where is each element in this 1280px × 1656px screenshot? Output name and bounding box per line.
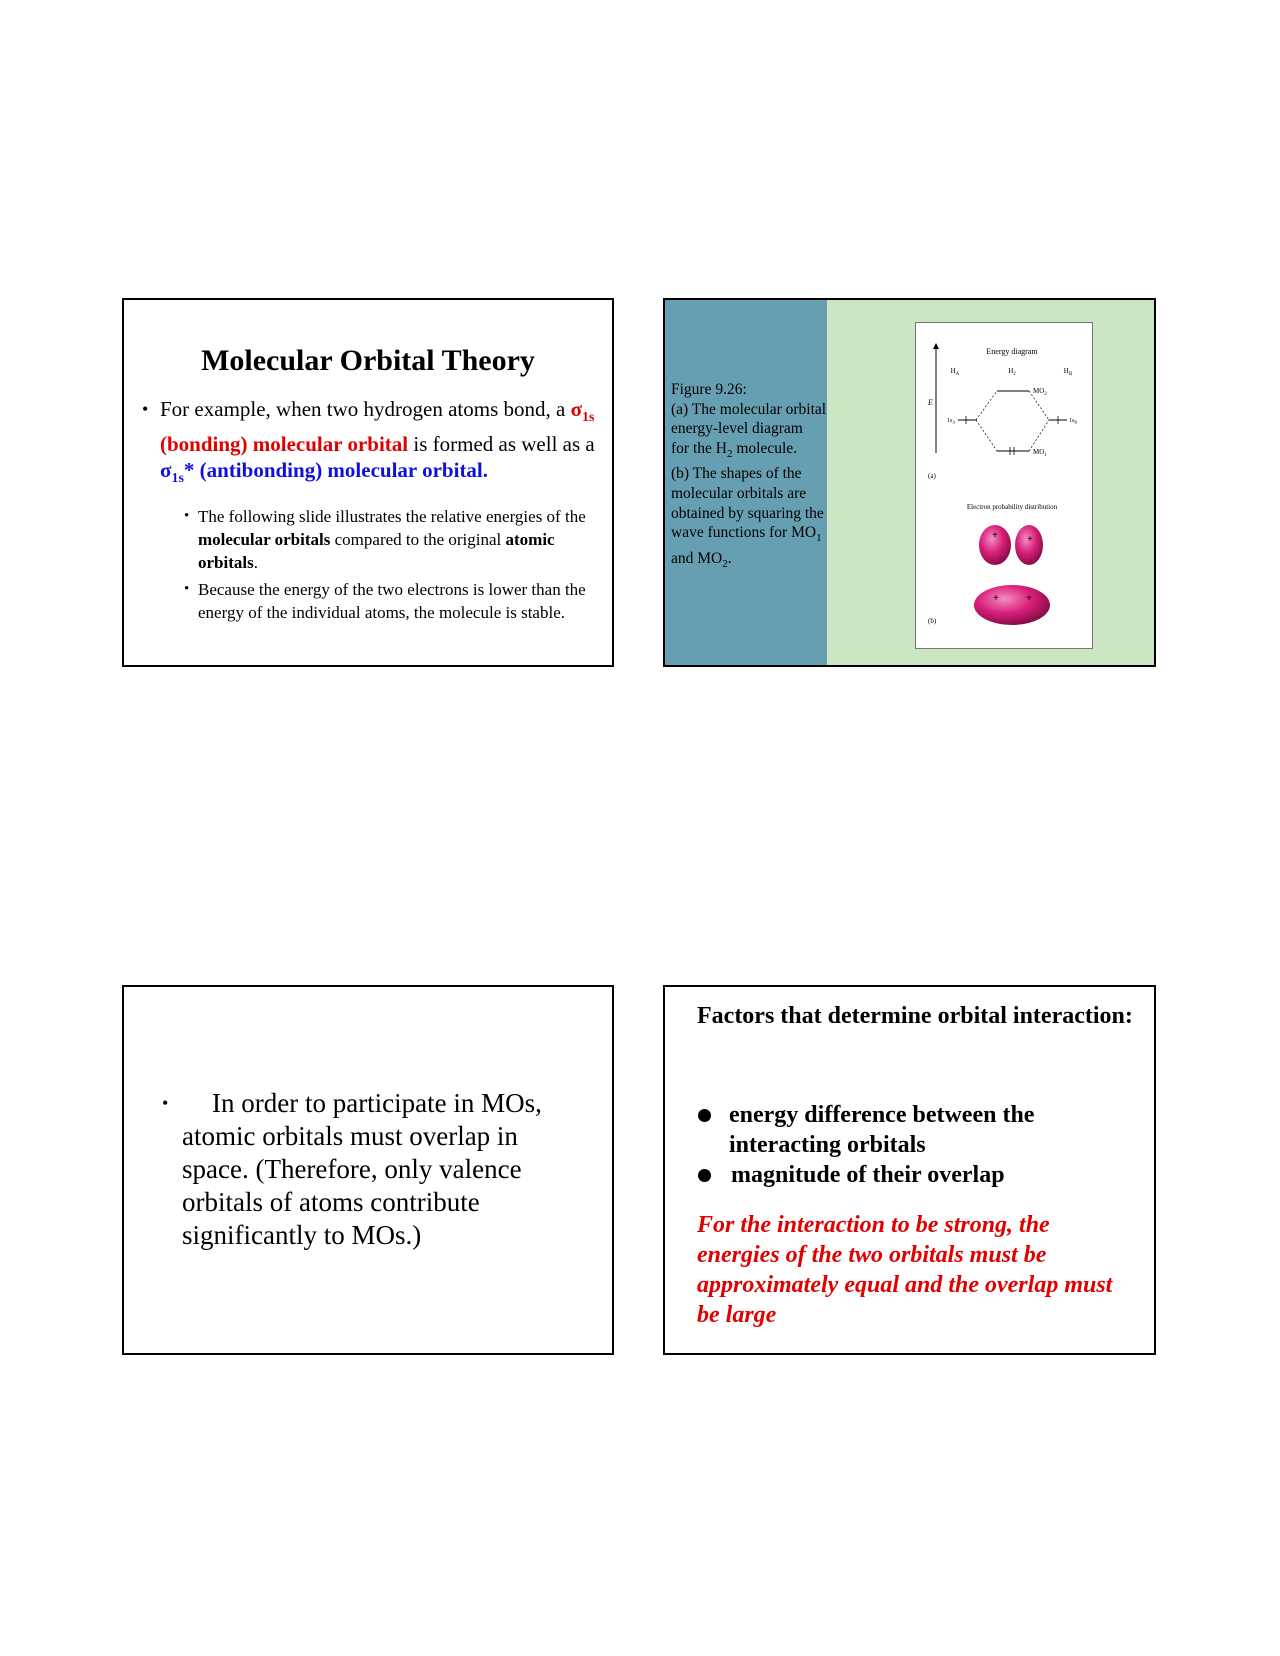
main-bullet: • For example, when two hydrogen atoms bond, a $\sigma_{1s}$ (bonding) molecular orbital is formed as well as a $\sigma_{1s}*$ (antibonding) molecular orbital. (142, 397, 595, 487)
correlation-lines (976, 391, 1049, 451)
mo1-label: $MO_1$ (1033, 448, 1047, 458)
figure-svg (916, 323, 1092, 648)
slide-title: Molecular Orbital Theory (201, 344, 535, 377)
plus-sign: + (1027, 534, 1033, 545)
plus-sign: + (992, 530, 998, 541)
mo2-label: $MO_2$ (1033, 387, 1047, 397)
overlap-bullet: • In order to participate in MOs, atomic orbitals must overlap in space. (Therefore, only valence orbitals of atoms contribute significantly to MOs.) (162, 1088, 542, 1250)
bonding-orbital-shape (974, 585, 1050, 625)
energy-diagram-title: Energy diagram (986, 347, 1038, 356)
axis-arrow-icon (933, 343, 939, 349)
bullet-marker: • (184, 581, 190, 597)
factors-heading: Factors that determine orbital interaction: (697, 1003, 1133, 1029)
antibonding-orbital-text: * (antibonding) molecular orbital. (183, 458, 489, 483)
1sa-label: $1s_A$ (947, 418, 956, 425)
ha-label: $H_A$ (950, 367, 960, 377)
sub-bullet-1: • The following slide illustrates the relative energies of the molecular orbitals compared to the original atomic orbitals. (184, 507, 586, 572)
slide-figure-9-26 (663, 298, 1156, 667)
conclusion-text: For the interaction to be strong, the energies of the two orbitals must be approximately equal and the overlap must be large (697, 1212, 1113, 1328)
antibonding-lobe-right (1015, 525, 1043, 565)
bullet-dot-icon (698, 1109, 711, 1122)
factor-item: energy difference between the interacting orbitals (729, 1100, 1129, 1160)
figure-caption: Figure 9.26: (a) The molecular orbital energy-level diagram for the $H_2$ molecule. (b) The shapes of the molecular orbitals are obtained by squaring the wave functions for $MO_1$ and $MO_2$. (671, 381, 827, 571)
slide-orbital-interaction-factors (663, 985, 1156, 1355)
hb-label: $H_B$ (1063, 367, 1073, 377)
bullet-marker: • (184, 508, 190, 524)
sub-bullet-2: • Because the energy of the two electrons is lower than the energy of the individual atoms, the molecule is stable. (184, 580, 586, 622)
energy-axis-label: E (928, 398, 933, 407)
factor-item: magnitude of their overlap (729, 1160, 1129, 1190)
bonding-orbital-text: (bonding) molecular orbital (160, 432, 409, 457)
plus-sign: + (993, 593, 999, 604)
1sb-label: $1s_B$ (1069, 418, 1078, 425)
orbital-figure (915, 322, 1093, 649)
slide-orbital-overlap (122, 985, 614, 1355)
part-a-label: (a) (928, 472, 936, 480)
slide-molecular-orbital-theory (122, 298, 614, 667)
bullet-marker: • (142, 399, 149, 419)
bullet-dot-icon (698, 1169, 711, 1182)
part-b-label: (b) (928, 617, 937, 625)
plus-sign: + (1026, 593, 1032, 604)
electron-distribution-title: Electron probability distribution (966, 503, 1058, 511)
bullet-marker: • (162, 1093, 169, 1113)
h2-label: $H_2$ (1008, 367, 1016, 377)
